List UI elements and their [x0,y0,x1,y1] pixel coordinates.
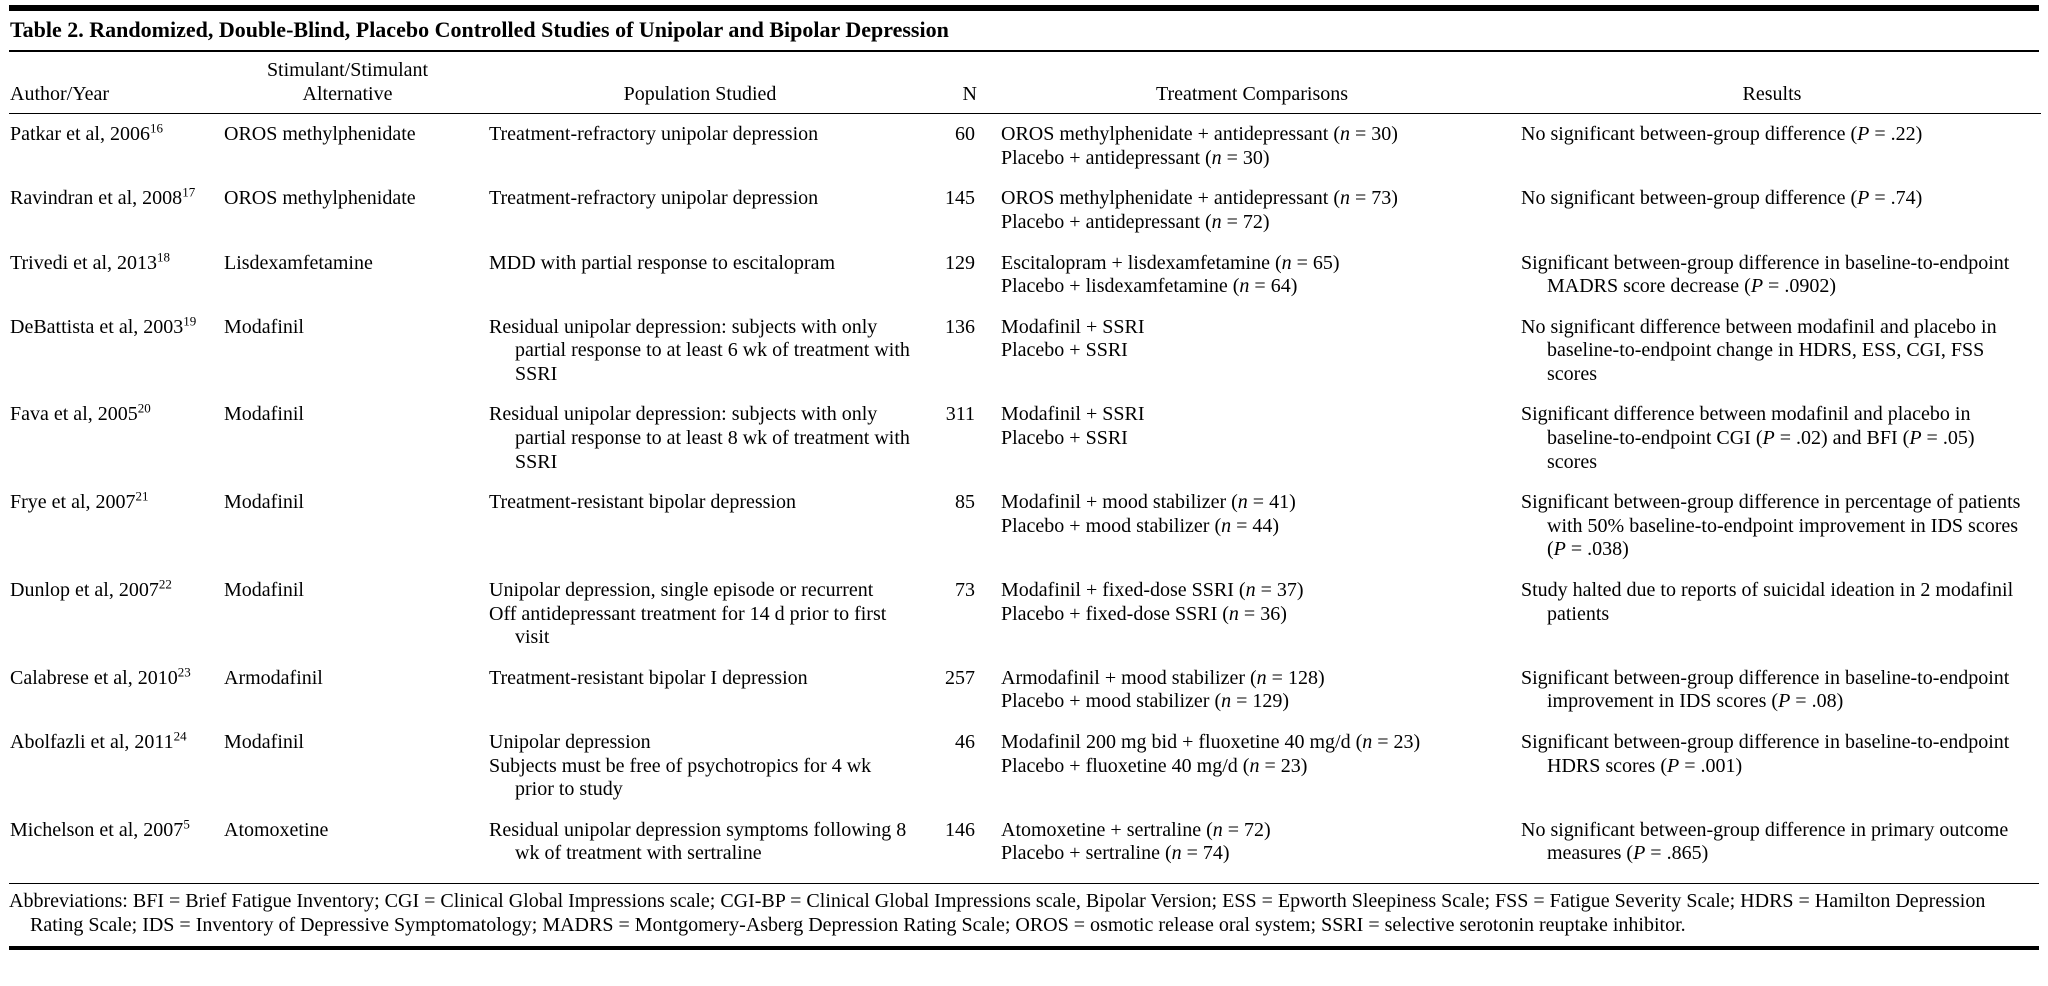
results-cell [1521,252,2041,316]
stimulant-cell [224,403,489,491]
author-name: Trivedi et al, 2013 [10,251,158,274]
stimulant-name: OROS methylphenidate [224,123,416,146]
stimulant-name: Modafinil [224,491,304,514]
author-year-cell [9,313,224,404]
author-name: Frye et al, 2007 [10,491,136,514]
table-row [9,579,2041,667]
abbreviations-footnote: Abbreviations: BFI = Brief Fatigue Inventory; CGI = Clinical Global Impressions scale; CGI-BP = Clinical Global Impressions scale, Bipolar Version; ESS = Epworth Sleepiness Scale; FSS = Fatigue Severity Scale; HDRS = Hamilton Depression Rating Scale; IDS = Inventory of Depressive Symptomatology; MADRS = Montgomery-Asberg Depression Rating Scale; OROS = osmotic release oral system; SSRI = selective serotonin reuptake inhibitor. [9,883,2039,946]
population-cell [489,114,929,188]
author-year-cell [9,664,224,731]
author-year-cell [9,576,224,667]
stimulant-cell [224,316,489,404]
table-row [9,316,2041,404]
n-value: 146 [945,818,975,841]
n-value: 85 [955,491,975,514]
population-cell [489,579,929,667]
treatment-comparisons-cell [1001,579,1521,667]
results-text: No significant between-group difference (P = .74) [1521,187,1923,210]
stimulant-cell [224,187,489,251]
treatment-comparisons-cell [1001,252,1521,316]
column-header-stimulant: Stimulant/Stimulant Alternative [224,52,489,114]
results-cell [1521,731,2041,819]
author-name: Fava et al, 2005 [10,403,138,426]
stimulant-name: Modafinil [224,315,304,338]
results-cell [1521,403,2041,491]
column-header-population: Population Studied [489,52,929,114]
treatment-arm-line: Escitalopram + lisdexamfetamine (n = 65) [1001,251,1340,274]
table-row [9,114,2041,188]
n-cell [929,491,1001,579]
n-cell [929,403,1001,491]
population-line: Unipolar depression [489,731,651,754]
treatment-comparisons-cell [1001,819,1521,883]
table-title: Table 2. Randomized, Double-Blind, Placebo Controlled Studies of Unipolar and Bipolar Depression [9,11,2039,52]
author-name: Patkar et al, 2006 [10,123,150,146]
n-value: 60 [955,123,975,146]
reference-superscript: 17 [182,184,196,200]
bottom-rule [9,946,2039,950]
author-year [10,313,206,340]
population-line: MDD with partial response to escitalopram [489,251,836,274]
treatment-comparisons-cell [1001,316,1521,404]
treatment-arm-line: Modafinil + mood stabilizer (n = 41) [1001,491,1296,514]
stimulant-cell [224,579,489,667]
stimulant-name: Lisdexamfetamine [224,251,373,274]
treatment-arm-line: Armodafinil + mood stabilizer (n = 128) [1001,666,1325,689]
column-header-n: N [929,52,1001,114]
author-name: Dunlop et al, 2007 [10,579,159,602]
reference-superscript: 22 [158,576,172,592]
population-line: Treatment-refractory unipolar depression [489,123,819,146]
reference-superscript: 18 [157,248,171,264]
reference-superscript: 5 [183,816,190,832]
treatment-arm-line: Placebo + antidepressant (n = 72) [1001,210,1270,233]
n-cell [929,579,1001,667]
treatment-arm-line: Atomoxetine + sertraline (n = 72) [1001,818,1271,841]
stimulant-name: OROS methylphenidate [224,187,416,210]
author-name: DeBattista et al, 2003 [10,315,184,338]
treatment-comparisons-cell [1001,667,1521,731]
reference-superscript: 23 [177,664,191,680]
n-value: 145 [945,187,975,210]
table-row [9,252,2041,316]
stimulant-cell [224,667,489,731]
stimulant-name: Modafinil [224,731,304,754]
author-name: Michelson et al, 2007 [10,818,184,841]
treatment-arm-line: Placebo + antidepressant (n = 30) [1001,146,1270,169]
results-cell [1521,491,2041,579]
results-cell [1521,819,2041,883]
author-year [10,120,206,147]
author-year-cell [9,816,224,883]
results-text: Significant between-group difference in baseline-to-endpoint improvement in IDS scores (P = .08) [1521,666,2010,713]
author-year-cell [9,184,224,251]
treatment-arm-line: Placebo + SSRI [1001,427,1128,450]
stimulant-name: Modafinil [224,579,304,602]
population-cell [489,187,929,251]
author-name: Ravindran et al, 2008 [10,187,183,210]
n-value: 257 [945,666,975,689]
population-line: Treatment-refractory unipolar depression [489,187,819,210]
treatment-arm-line: Placebo + sertraline (n = 74) [1001,842,1230,865]
treatment-arm-line: Modafinil 200 mg bid + fluoxetine 40 mg/d (n = 23) [1001,731,1421,754]
population-line: Residual unipolar depression symptoms following 8 wk of treatment with sertraline [489,818,907,865]
author-year [10,576,206,603]
population-cell [489,731,929,819]
results-cell [1521,579,2041,667]
author-year [10,488,206,515]
author-year-cell [9,400,224,491]
treatment-comparisons-cell [1001,403,1521,491]
author-year [10,816,206,843]
stimulant-name: Atomoxetine [224,818,329,841]
results-text: No significant between-group difference in primary outcome measures (P = .865) [1521,818,2009,865]
population-line: Unipolar depression, single episode or recurrent [489,579,874,602]
population-line: Treatment-resistant bipolar I depression [489,666,808,689]
table-row [9,403,2041,491]
treatment-arm-line: Modafinil + fixed-dose SSRI (n = 37) [1001,579,1304,602]
author-year-cell [9,728,224,819]
stimulant-cell [224,491,489,579]
table-row [9,667,2041,731]
population-cell [489,403,929,491]
treatment-arm-line: Modafinil + SSRI [1001,315,1145,338]
treatment-arm-line: OROS methylphenidate + antidepressant (n = 30) [1001,123,1398,146]
header-row [9,52,2041,114]
results-text: No significant difference between modafinil and placebo in baseline-to-endpoint change in HDRS, ESS, CGI, FSS scores [1521,315,1997,385]
author-name: Abolfazli et al, 2011 [10,731,174,754]
stimulant-name: Armodafinil [224,666,323,689]
reference-superscript: 24 [173,728,187,744]
results-cell [1521,114,2041,188]
author-year-cell [9,114,224,188]
stimulant-name: Modafinil [224,403,304,426]
reference-superscript: 16 [149,120,163,136]
n-value: 73 [955,579,975,602]
author-year-cell [9,488,224,579]
n-cell [929,819,1001,883]
population-cell [489,491,929,579]
stimulant-cell [224,819,489,883]
stimulant-cell [224,114,489,188]
results-text: Study halted due to reports of suicidal ideation in 2 modafinil patients [1521,579,2014,625]
population-line: Residual unipolar depression: subjects with only partial response to at least 8 wk of treatment with SSRI [489,403,910,473]
treatment-comparisons-cell [1001,491,1521,579]
table-row [9,491,2041,579]
treatment-arm-line: Modafinil + SSRI [1001,403,1145,426]
author-year [10,248,206,276]
n-value: 311 [945,403,975,426]
population-line: Off antidepressant treatment for 14 d prior to first visit [489,602,887,649]
reference-superscript: 19 [183,313,197,329]
treatment-comparisons-cell [1001,114,1521,188]
results-cell [1521,187,2041,251]
author-year [10,184,206,211]
treatment-arm-line: Placebo + mood stabilizer (n = 129) [1001,690,1290,713]
treatment-comparisons-cell [1001,187,1521,251]
table-row [9,731,2041,819]
population-cell [489,252,929,316]
population-cell [489,316,929,404]
table-body [9,114,2041,883]
results-text: Significant difference between modafinil and placebo in baseline-to-endpoint CGI (P = .02) and BFI (P = .05) scores [1521,403,1975,473]
author-year-cell [9,248,224,316]
n-value: 129 [945,251,975,274]
n-cell [929,114,1001,188]
table-row [9,187,2041,251]
treatment-arm-line: Placebo + fixed-dose SSRI (n = 36) [1001,602,1287,625]
column-header-author-year: Author/Year [9,52,224,114]
treatment-arm-line: Placebo + lisdexamfetamine (n = 64) [1001,275,1298,298]
n-cell [929,187,1001,251]
author-year [10,664,206,691]
column-header-treatment: Treatment Comparisons [1001,52,1521,114]
stimulant-cell [224,252,489,316]
results-cell [1521,667,2041,731]
n-cell [929,667,1001,731]
population-cell [489,667,929,731]
column-header-results: Results [1521,52,2041,114]
treatment-arm-line: Placebo + SSRI [1001,339,1128,362]
treatment-arm-line: Placebo + mood stabilizer (n = 44) [1001,514,1280,537]
table-header [9,52,2041,114]
reference-superscript: 21 [135,488,149,504]
treatment-arm-line: Placebo + fluoxetine 40 mg/d (n = 23) [1001,754,1308,777]
results-text: No significant between-group difference (P = .22) [1521,123,1923,146]
population-cell [489,819,929,883]
reference-superscript: 20 [137,400,151,416]
results-text: Significant between-group difference in baseline-to-endpoint HDRS scores (P = .001) [1521,731,2010,777]
table-row [9,819,2041,883]
n-value: 136 [945,315,975,338]
author-name: Calabrese et al, 2010 [10,666,178,689]
n-cell [929,731,1001,819]
population-line: Subjects must be free of psychotropics for 4 wk prior to study [489,754,872,801]
n-value: 46 [955,731,975,754]
treatment-comparisons-cell [1001,731,1521,819]
studies-table [9,52,2041,883]
population-line: Residual unipolar depression: subjects with only partial response to at least 6 wk of treatment with SSRI [489,315,910,385]
population-line: Treatment-resistant bipolar depression [489,491,796,514]
stimulant-cell [224,731,489,819]
n-cell [929,316,1001,404]
results-text: Significant between-group difference in percentage of patients with 50% baseline-to-endpoint improvement in IDS scores (P = .038) [1521,491,2021,561]
results-text: Significant between-group difference in baseline-to-endpoint MADRS score decrease (P = .0902) [1521,251,2010,298]
n-cell [929,252,1001,316]
author-year [10,728,206,755]
author-year [10,400,206,427]
treatment-arm-line: OROS methylphenidate + antidepressant (n = 73) [1001,187,1398,210]
results-cell [1521,316,2041,404]
